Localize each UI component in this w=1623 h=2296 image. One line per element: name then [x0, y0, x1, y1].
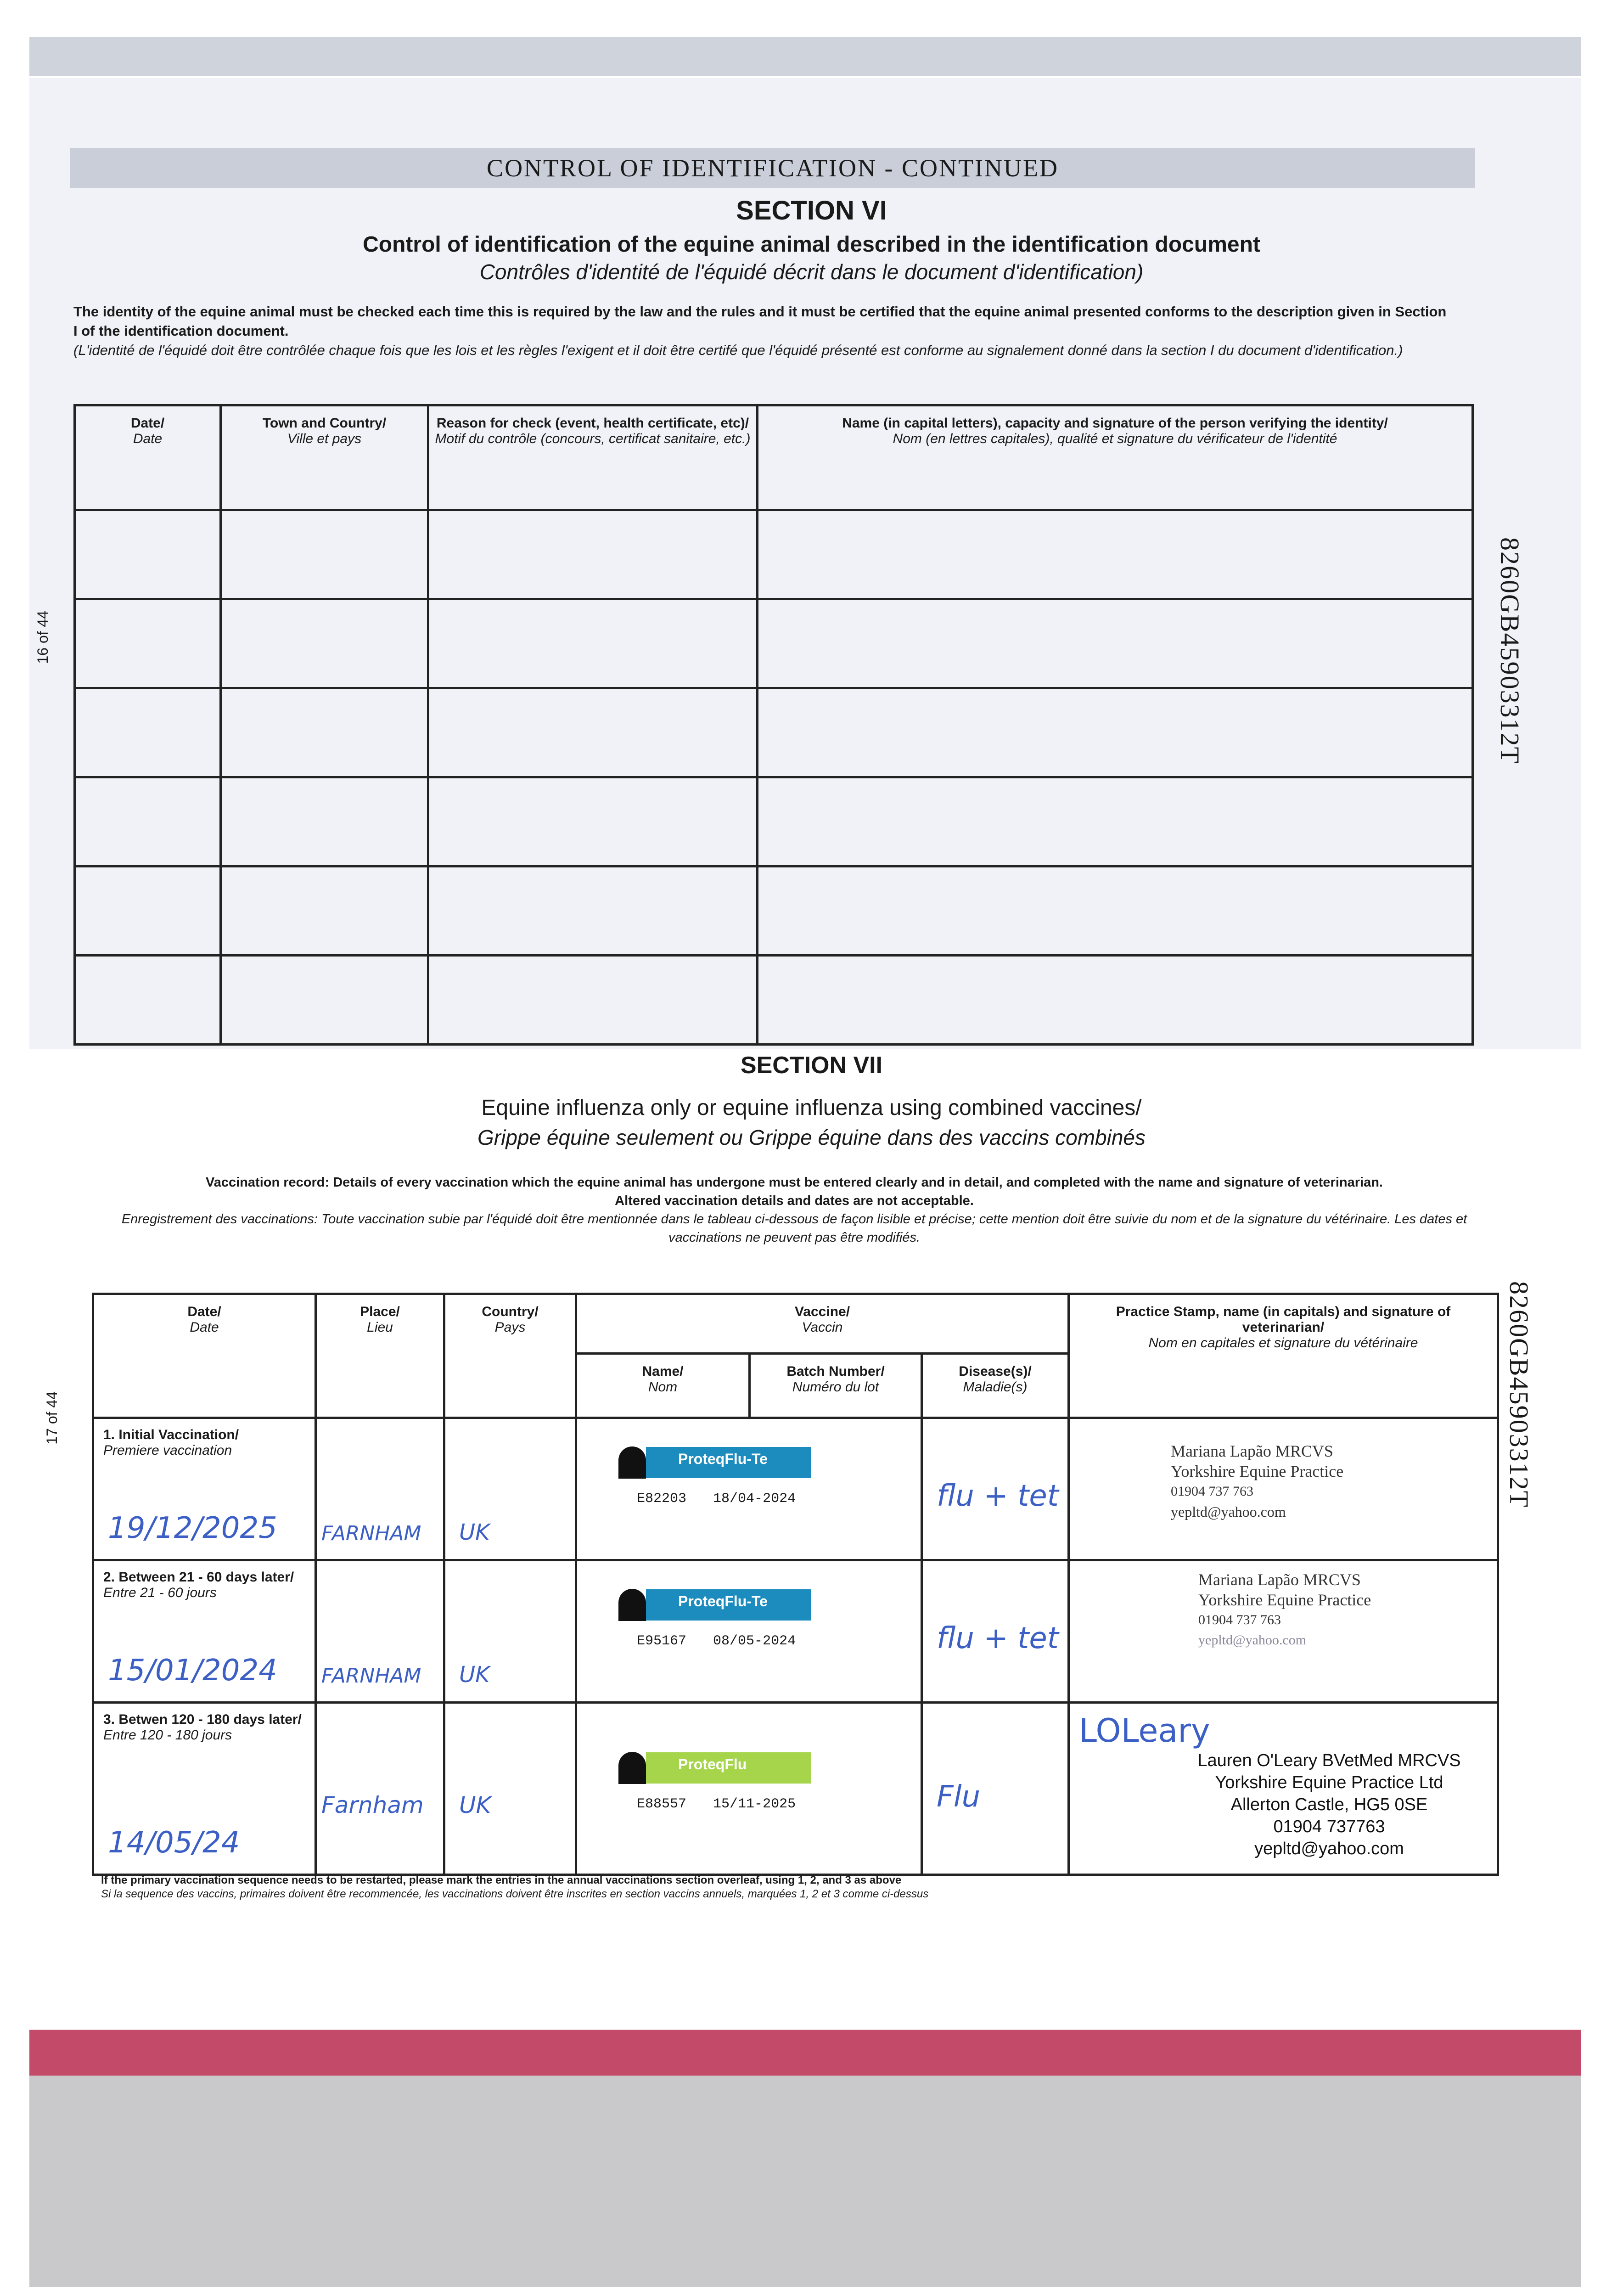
- proteq-logo-icon: [618, 1446, 646, 1479]
- section-vii-heading: SECTION VII: [740, 1052, 883, 1079]
- vaccination-record-note: Vaccination record: Details of every vaccination which the equine animal has undergone must be entered clearly and in detail, and completed with the name and signature of veterinarian. Altered vaccination details and dates are not acceptable. Enregistrement des vaccinations: Toute vaccination subie par l'équidé doit être mentionnée dans le tableau ci-dessous de façon lisible et précise; cette mention doit être suivie du nom et de la signature du vétérinaire. Les dates et vaccinations ne peuvent pas être modifiés.: [121, 1175, 1467, 1245]
- passport-cover-edge: [29, 2030, 1581, 2076]
- document-id-lower: 8260GB45903312T: [1504, 1281, 1534, 1508]
- disease-entry: Flu: [937, 1780, 981, 1814]
- place-entry: Farnham: [321, 1792, 424, 1818]
- expiry-date: 18/04-2024: [713, 1491, 796, 1507]
- section-vi-title: Control of identification of the equine animal described in the identification document: [363, 232, 1260, 257]
- vaccine-sticker: ProteqFlu-Te E95167 08/05-2024: [618, 1587, 811, 1649]
- vaccination-table: Date/ Date Place/ Lieu Country/ Pays Vaccine/ Vaccin Practice Stamp, name (in capitals) and signature of veterinarian/ Nom en capitales et signature du vétérinaire Name/ Nom Batch Number/ Numéro du lot Disease(s)/ Maladie(s) 1. Initial Vaccination/ Premiere vaccination 19/12/2025 FARNHAM UK ProteqFlu-Te E82203 18/04-2024 flu + tet Mariana Lapão MRCVS Yorkshire Equine Practice 01904 737 763 yepltd@yahoo.com 2. Between 21 - 60 days later/ Entre 21 - 60 jours 15/01/2024 FARNHAM UK ProteqFlu-Te E95167 08/05-2024 flu + tet Mariana Lapão MRCVS Yorkshire Equine Practice 01904 737 763 yepltd@yahoo.com 3. Betwen 120 - 180 days later/ Entre 120 - 180 jours 14/05/24 Farnham UK ProteqFlu E88557 15/11-2025 Flu LOLeary Lauren O'Leary BVetMed MRCVS Yorkshire Equine Practice Ltd Allerton Castle, HG5 0SE 01904 737763 yepltd@yahoo.com: [92, 1293, 1499, 1876]
- signature: LOLeary: [1079, 1712, 1210, 1750]
- scan-edge: [29, 37, 1581, 76]
- intro-fr: (L'identité de l'équidé doit être contrôlée chaque fois que les lois et les règles l'exigent et il doit être certifé que l'équidé présenté est conforme au signalement donné dans la section I du document d'identification.): [73, 342, 1403, 358]
- table-row: 1. Initial Vaccination/ Premiere vaccination 19/12/2025 FARNHAM UK ProteqFlu-Te E82203 18/04-2024 flu + tet Mariana Lapão MRCVS Yorkshire Equine Practice 01904 737 763 yepltd@yahoo.com: [93, 1418, 1498, 1560]
- page-number-16: 16 of 44: [34, 611, 51, 664]
- proteq-logo-icon: [618, 1589, 646, 1621]
- batch-number: E82203: [637, 1491, 687, 1507]
- country-entry: UK: [459, 1662, 490, 1688]
- section-vii-title-fr: Grippe équine seulement ou Grippe équine dans des vaccins combinés: [477, 1125, 1146, 1149]
- date-entry: 19/12/2025: [108, 1511, 277, 1545]
- page-number-17: 17 of 44: [44, 1391, 60, 1445]
- table-row: 2. Between 21 - 60 days later/ Entre 21 - 60 jours 15/01/2024 FARNHAM UK ProteqFlu-Te E95167 08/05-2024 flu + tet Mariana Lapão MRCVS Yorkshire Equine Practice 01904 737 763 yepltd@yahoo.com: [93, 1560, 1498, 1703]
- header-title: CONTROL OF IDENTIFICATION - CONTINUED: [487, 154, 1059, 182]
- vaccine-sticker: ProteqFlu-Te E82203 18/04-2024: [618, 1444, 811, 1507]
- vet-stamp: Mariana Lapão MRCVS Yorkshire Equine Practice 01904 737 763 yepltd@yahoo.com: [1069, 1418, 1498, 1560]
- intro-en: The identity of the equine animal must be checked each time this is required by the law and the rules and it must be certified that the equine animal presented conforms to the description given in Section I of the identification document.: [73, 304, 1447, 339]
- section-vi-heading: SECTION VI: [736, 196, 887, 225]
- section-vi-intro: [73, 302, 1451, 360]
- table-row: [75, 777, 1473, 867]
- document-id-upper: 8260GB45903312T: [1495, 537, 1525, 764]
- identity-check-table: [73, 404, 1474, 1046]
- table-row: [75, 688, 1473, 777]
- footnote: If the primary vaccination sequence needs to be restarted, please mark the entries in the annual vaccinations section overleaf, using 1, 2, and 3 as above Si la sequence des vaccins, primaires doivent être recommencée, les vaccinations doivent être inscrites en section vaccins annuels, marquées 1, 2 et 3 comme ci-dessus: [101, 1874, 929, 1900]
- country-entry: UK: [459, 1792, 491, 1818]
- disease-entry: flu + tet: [937, 1479, 1059, 1513]
- date-entry: 15/01/2024: [108, 1654, 277, 1688]
- date-entry: 14/05/24: [108, 1826, 240, 1860]
- table-header: Date/ Date Town and Country/ Ville et pays Reason for check (event, health certificate, etc)/ Motif du contrôle (concours, certificat sanitaire, etc.) Name (in capital letters), capacity and signature of the person verifying the identity/ Nom (en lettres capitales), qualité et signature du vérificateur de l'identité: [75, 405, 1473, 510]
- vet-stamp: LOLeary Lauren O'Leary BVetMed MRCVS Yorkshire Equine Practice Ltd Allerton Castle, HG5 0SE 01904 737763 yepltd@yahoo.com: [1069, 1703, 1498, 1875]
- table-row: [75, 867, 1473, 956]
- proteq-logo-icon: [618, 1752, 646, 1784]
- table-row: [75, 956, 1473, 1045]
- section-vii-title: Equine influenza only or equine influenza using combined vaccines/: [481, 1096, 1142, 1120]
- vaccine-sticker: ProteqFlu E88557 15/11-2025: [618, 1750, 811, 1812]
- table-row: [75, 599, 1473, 688]
- vet-stamp: Mariana Lapão MRCVS Yorkshire Equine Practice 01904 737 763 yepltd@yahoo.com: [1069, 1560, 1498, 1703]
- expiry-date: 08/05-2024: [713, 1633, 796, 1649]
- expiry-date: 15/11-2025: [713, 1796, 796, 1812]
- section-vi-title-fr: Contrôles d'identité de l'équidé décrit dans le document d'identification): [479, 260, 1144, 284]
- country-entry: UK: [459, 1519, 490, 1545]
- scan-background: [29, 2076, 1581, 2287]
- disease-entry: flu + tet: [937, 1621, 1059, 1655]
- table-row: 3. Betwen 120 - 180 days later/ Entre 120 - 180 jours 14/05/24 Farnham UK ProteqFlu E88557 15/11-2025 Flu LOLeary Lauren O'Leary BVetMed MRCVS Yorkshire Equine Practice Ltd Allerton Castle, HG5 0SE 01904 737763 yepltd@yahoo.com: [93, 1703, 1498, 1875]
- table-row: [75, 510, 1473, 599]
- batch-number: E88557: [637, 1796, 687, 1812]
- table-header: Date/ Date Place/ Lieu Country/ Pays Vaccine/ Vaccin Practice Stamp, name (in capitals) and signature of veterinarian/ Nom en capitales et signature du vétérinaire: [93, 1294, 1498, 1354]
- batch-number: E95167: [637, 1633, 687, 1649]
- place-entry: FARNHAM: [321, 1522, 421, 1545]
- place-entry: FARNHAM: [321, 1664, 421, 1688]
